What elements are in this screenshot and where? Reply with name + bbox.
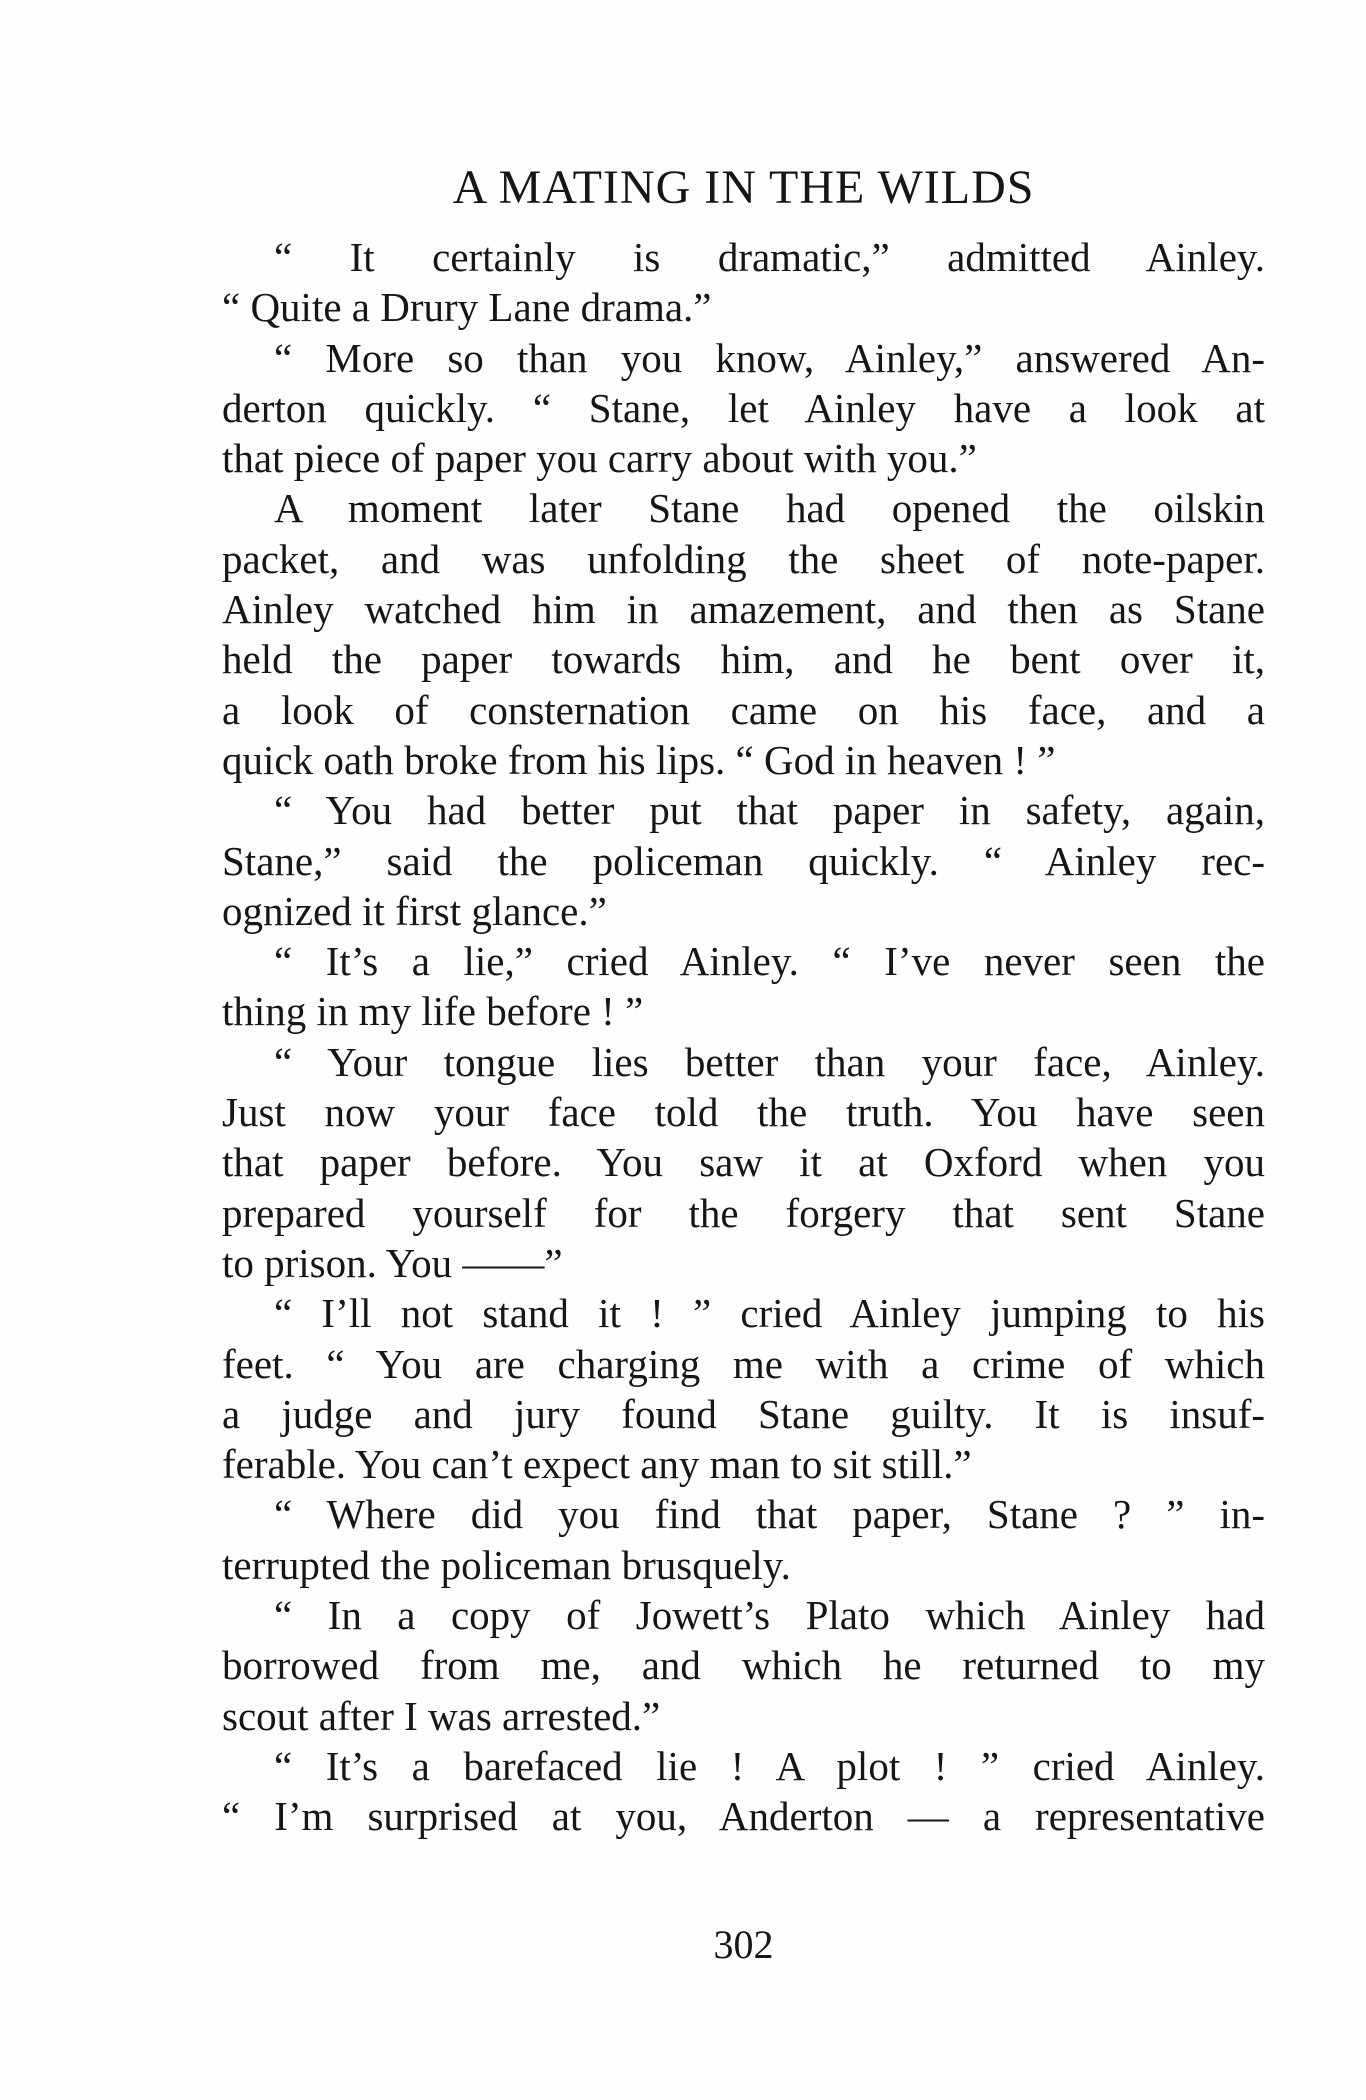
text-line: “ I’ll not stand it ! ” cried Ainley jumping to his (274, 1290, 1265, 1337)
text-line: “ You had better put that paper in safety, again, (274, 787, 1265, 834)
text-line: “ It’s a barefaced lie ! A plot ! ” cried Ainley. (274, 1742, 1265, 1789)
text-line: thing in my life before ! ” (222, 988, 644, 1035)
text-line: quick oath broke from his lips. “ God in heaven ! ” (222, 736, 1056, 783)
text-line: borrowed from me, and which he returned to my (222, 1642, 1265, 1689)
text-line: “ Your tongue lies better than your face, Ainley. (274, 1038, 1265, 1085)
text-line: that paper before. You saw it at Oxford when you (222, 1139, 1265, 1186)
text-line: ognized it first glance.” (222, 887, 607, 934)
text-line: A moment later Stane had opened the oilskin (274, 485, 1265, 532)
text-line: a look of consternation came on his face, and a (222, 686, 1265, 733)
text-line: Stane,” said the policeman quickly. “ Ainley rec- (222, 837, 1265, 884)
text-line: ferable. You can’t expect any man to sit still.” (222, 1441, 972, 1488)
text-line: held the paper towards him, and he bent over it, (222, 636, 1265, 683)
text-line: “ Quite a Drury Lane drama.” (222, 284, 712, 331)
text-line: “ More so than you know, Ainley,” answered An- (274, 334, 1265, 381)
running-head: A MATING IN THE WILDS (452, 161, 1035, 214)
text-line: a judge and jury found Stane guilty. It is insuf- (222, 1390, 1265, 1437)
text-line: “ In a copy of Jowett’s Plato which Ainley had (274, 1592, 1265, 1639)
text-line: “ I’m surprised at you, Anderton — a representative (222, 1793, 1265, 1840)
text-line: to prison. You ——” (222, 1239, 563, 1286)
text-line: feet. “ You are charging me with a crime of which (222, 1340, 1265, 1387)
text-line: that piece of paper you carry about with you.” (222, 435, 977, 482)
text-line: prepared yourself for the forgery that sent Stane (222, 1189, 1265, 1236)
text-line: Ainley watched him in amazement, and then as Stane (222, 586, 1265, 633)
text-line: “ It’s a lie,” cried Ainley. “ I’ve never seen the (274, 938, 1265, 985)
text-line: scout after I was arrested.” (222, 1692, 661, 1739)
text-line: derton quickly. “ Stane, let Ainley have a look at (222, 384, 1265, 431)
body-text (222, 232, 1265, 1842)
text-line: “ It certainly is dramatic,” admitted Ainley. (274, 234, 1265, 280)
text-line: packet, and was unfolding the sheet of note-paper. (222, 535, 1265, 582)
page-number: 302 (713, 1922, 774, 1967)
text-line: “ Where did you find that paper, Stane ? ” in- (274, 1491, 1265, 1538)
text-line: terrupted the policeman brusquely. (222, 1541, 791, 1588)
text-line: Just now your face told the truth. You have seen (222, 1089, 1265, 1136)
